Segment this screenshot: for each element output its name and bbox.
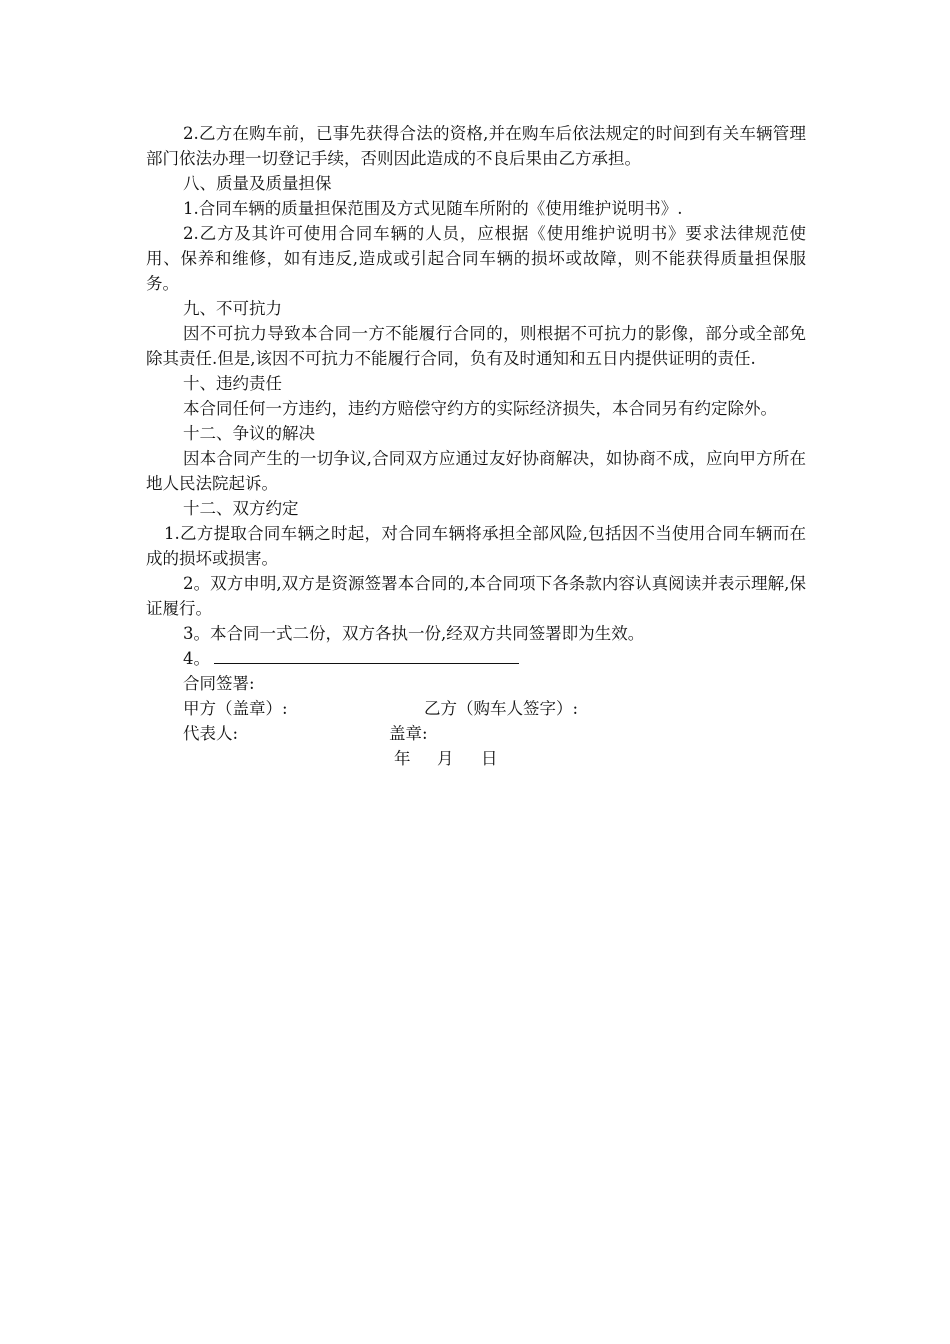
section12a-heading: 十二、争议的解决 xyxy=(183,424,315,443)
section10-heading: 十、违约责任 xyxy=(183,374,282,393)
date-year-label: 年 xyxy=(394,749,411,768)
signature-title: 合同签署: xyxy=(183,674,255,693)
section7-item2: 2.乙方在购车前，已事先获得合法的资格,并在购车后依法规定的时间到有关车辆管理部门依法办理一切登记手续，否则因此造成的不良后果由乙方承担。 xyxy=(146,124,806,168)
section8-heading: 八、质量及质量担保 xyxy=(183,174,332,193)
date-day-label: 日 xyxy=(481,749,498,768)
section12b-item2: 2。双方申明,双方是资源签署本合同的,本合同项下各条款内容认真阅读并表示理解,保证履行。 xyxy=(146,574,806,618)
section12b-item4 xyxy=(146,646,806,671)
section9-heading: 九、不可抗力 xyxy=(183,299,282,318)
contract-content xyxy=(146,121,806,771)
section12b-heading: 十二、双方约定 xyxy=(183,499,299,518)
section12b-item3: 3。本合同一式二份，双方各执一份,经双方共同签署即为生效。 xyxy=(183,624,645,643)
blank-fill-line xyxy=(214,647,519,664)
signature-date-row xyxy=(146,746,806,771)
party-b-sign-label: 乙方（购车人签字）: xyxy=(424,699,579,718)
section12b-item1: 1.乙方提取合同车辆之时起，对合同车辆将承担全部风险,包括因不当使用合同车辆而在成的损坏或损害。 xyxy=(146,524,806,568)
signature-row-parties xyxy=(146,696,806,721)
signature-row-representative xyxy=(146,721,806,746)
section8-item2: 2.乙方及其许可使用合同车辆的人员，应根据《使用维护说明书》要求法律规范使用、保养和维修，如有违反,造成或引起合同车辆的损坏或故障，则不能获得质量担保服务。 xyxy=(146,224,806,293)
item4-prefix: 4。 xyxy=(183,649,210,668)
section9-body: 因不可抗力导致本合同一方不能履行合同的，则根据不可抗力的影像，部分或全部免除其责任.但是,该因不可抗力不能履行合同，负有及时通知和五日内提供证明的责任. xyxy=(146,324,806,368)
section8-item1: 1.合同车辆的质量担保范围及方式见随车所附的《使用维护说明书》. xyxy=(183,199,683,218)
section12a-body: 因本合同产生的一切争议,合同双方应通过友好协商解决，如协商不成，应向甲方所在地人民法院起诉。 xyxy=(146,449,806,493)
representative-label: 代表人: xyxy=(183,724,239,743)
section10-body: 本合同任何一方违约，违约方赔偿守约方的实际经济损失，本合同另有约定除外。 xyxy=(183,399,777,418)
date-month-label: 月 xyxy=(437,749,454,768)
seal-label: 盖章: xyxy=(389,724,428,743)
party-a-seal-label: 甲方（盖章）: xyxy=(183,699,288,718)
